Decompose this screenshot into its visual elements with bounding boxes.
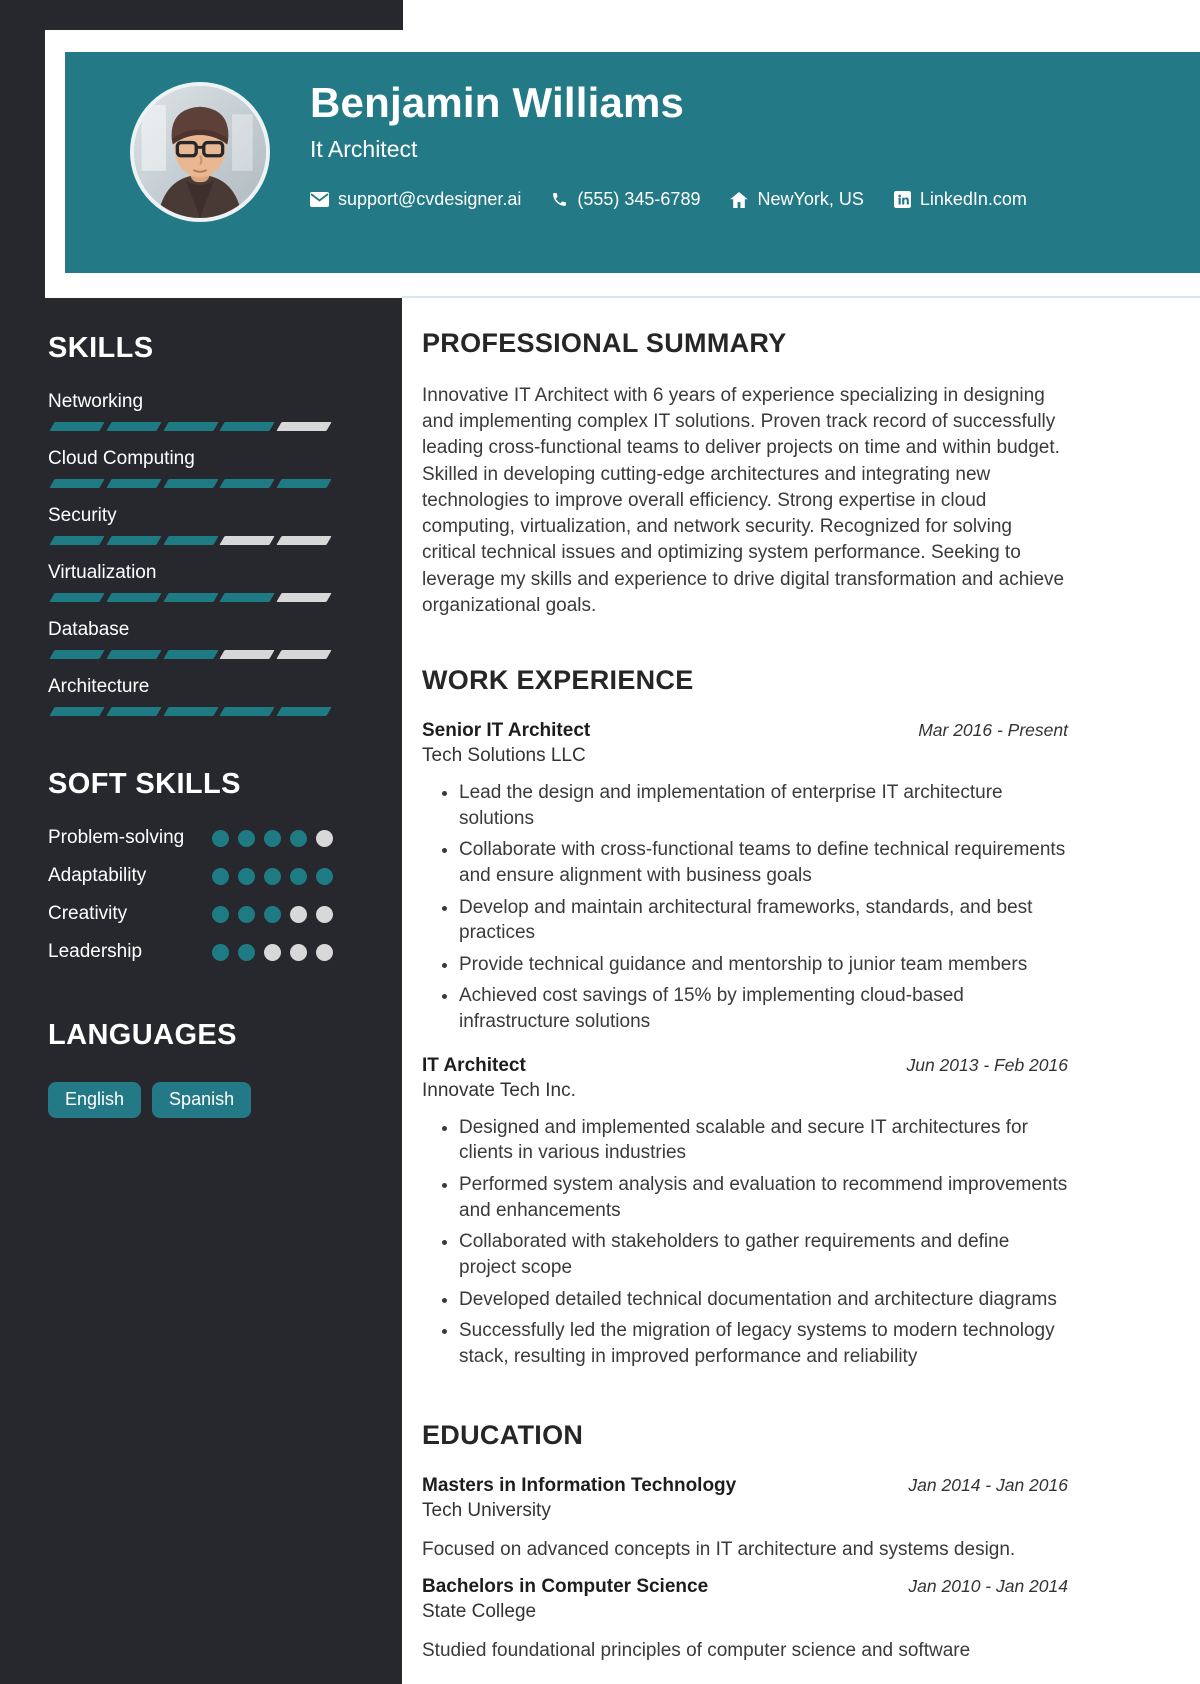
- soft-skill-dot: [238, 830, 255, 847]
- soft-skill-label: Problem-solving: [48, 827, 185, 848]
- person-name: Benjamin Williams: [310, 79, 685, 126]
- job-bullet: • Performed system analysis and evaluation to recommend improvements and enhancements: [459, 1172, 1068, 1223]
- soft-skill-dot: [264, 906, 281, 923]
- skill-label: Database: [48, 619, 130, 640]
- avatar: [130, 82, 270, 222]
- soft-skill-dot: [212, 906, 229, 923]
- education-degree: Bachelors in Computer Science: [422, 1576, 709, 1598]
- skill-bar-segment: [277, 650, 332, 659]
- soft-skill-dot: [264, 944, 281, 961]
- contact-location: [730, 189, 863, 210]
- skill-bar-segment: [49, 707, 104, 716]
- contact-phone: [551, 189, 700, 210]
- skill-item: [48, 505, 333, 545]
- job-bullet: • Achieved cost savings of 15% by implementing cloud-based infrastructure solutions: [459, 983, 1068, 1034]
- education-heading: EDUCATION: [422, 1419, 584, 1450]
- education-dates: Jan 2010 - Jan 2014: [908, 1576, 1068, 1597]
- contact-linkedin-text: LinkedIn.com: [919, 189, 1027, 210]
- sidebar: [0, 298, 402, 1684]
- skills-heading: SKILLS: [48, 332, 154, 364]
- jobs-list: [422, 720, 1068, 1370]
- skill-bar-segment: [49, 593, 104, 602]
- header-banner: [65, 52, 1200, 273]
- contact-email: [310, 189, 521, 210]
- soft-skill-dot: [316, 868, 333, 885]
- job-company: Tech Solutions LLC: [422, 744, 586, 766]
- soft-skill-dot: [290, 944, 307, 961]
- skill-bar-segment: [220, 422, 275, 431]
- job-bullet: • Lead the design and implementation of enterprise IT architecture solutions: [459, 780, 1068, 831]
- soft-skill-label: Creativity: [48, 903, 128, 924]
- education-degree: Masters in Information Technology: [422, 1474, 737, 1496]
- skill-bar-segment: [277, 479, 332, 488]
- home-icon: [730, 192, 748, 208]
- skill-bar-segment: [163, 422, 218, 431]
- soft-skills-heading: SOFT SKILLS: [48, 768, 241, 800]
- skill-bar-segment: [163, 593, 218, 602]
- skill-bar-segment: [49, 479, 104, 488]
- soft-skill-item: [48, 865, 333, 887]
- job-title: Senior IT Architect: [422, 719, 591, 741]
- skill-item: [48, 619, 333, 659]
- skill-item: [48, 676, 333, 716]
- education-list: [422, 1475, 1068, 1664]
- language-pill: English: [48, 1082, 141, 1118]
- job-title: IT Architect: [422, 1054, 526, 1076]
- skill-item: [48, 391, 333, 431]
- summary-text: Innovative IT Architect with 6 years of experience specializing in designing and implementing complex IT solutions. Proven track record of successfully leading cross-functional teams to deliver projects on time and within budget. Skilled in developing cutting-edge architectures and integrating new technologies to improve overall efficiency. Strong expertise in cloud computing, virtualization, and network security. Recognized for solving critical technical issues and optimizing system performance. Seeking to leverage my skills and experience to drive digital transformation and achieve organizational goals.: [422, 385, 1065, 616]
- soft-skill-dot: [212, 830, 229, 847]
- education-school: State College: [422, 1601, 537, 1623]
- job-bullet: • Develop and maintain architectural frameworks, standards, and best practices: [459, 895, 1068, 946]
- education-description: Studied foundational principles of computer science and software: [422, 1640, 971, 1662]
- skill-bar-segment: [163, 650, 218, 659]
- job-bullet: • Collaborated with stakeholders to gather requirements and define project scope: [459, 1229, 1068, 1280]
- skill-label: Architecture: [48, 676, 150, 697]
- education-entry: [422, 1576, 1068, 1664]
- soft-skill-item: [48, 903, 333, 925]
- soft-skill-dot: [316, 830, 333, 847]
- skill-bar-segment: [163, 479, 218, 488]
- soft-skill-dot: [316, 944, 333, 961]
- job-bullet: • Collaborate with cross-functional teams to define technical requirements and ensure alignment with business goals: [459, 837, 1068, 888]
- skill-label: Security: [48, 505, 117, 526]
- skill-bar-segment: [49, 650, 104, 659]
- soft-skill-item: [48, 827, 333, 849]
- contact-email-text: support@cvdesigner.ai: [338, 189, 522, 210]
- skill-bar-segment: [49, 536, 104, 545]
- soft-skill-dot: [264, 830, 281, 847]
- soft-skill-dot: [238, 944, 255, 961]
- job-bullet: • Developed detailed technical documentation and architecture diagrams: [459, 1287, 1068, 1313]
- skill-bar: [48, 593, 333, 602]
- skill-bar-segment: [220, 479, 275, 488]
- phone-icon: [551, 191, 568, 208]
- skill-bar-segment: [106, 650, 161, 659]
- skill-bar: [48, 650, 333, 659]
- skill-item: [48, 562, 333, 602]
- summary-heading: PROFESSIONAL SUMMARY: [422, 328, 787, 358]
- soft-skill-dots: [212, 868, 333, 885]
- skill-label: Cloud Computing: [48, 448, 195, 469]
- soft-skill-dot: [238, 906, 255, 923]
- education-description: Focused on advanced concepts in IT architecture and systems design.: [422, 1538, 1016, 1560]
- skill-bar-segment: [220, 707, 275, 716]
- skill-bar-segment: [106, 593, 161, 602]
- soft-skill-dots: [212, 944, 333, 961]
- soft-skill-dot: [238, 868, 255, 885]
- skill-item: [48, 448, 333, 488]
- job-header-row: [422, 1055, 1068, 1077]
- job-header-row: [422, 720, 1068, 742]
- skill-bar: [48, 422, 333, 431]
- skill-bar: [48, 536, 333, 545]
- soft-skill-dot: [212, 868, 229, 885]
- job-bullet-list: [422, 1115, 1068, 1370]
- job-entry: [422, 720, 1068, 1035]
- skill-bar-segment: [220, 536, 275, 545]
- skill-bar-segment: [106, 422, 161, 431]
- job-bullet-list: [422, 780, 1068, 1035]
- skill-bar-segment: [277, 536, 332, 545]
- soft-skill-dot: [212, 944, 229, 961]
- soft-skill-dot: [264, 868, 281, 885]
- language-pill: Spanish: [152, 1082, 251, 1118]
- avatar-photo-illustration: [134, 86, 266, 218]
- skill-label: Virtualization: [48, 562, 157, 583]
- soft-skills-list: [48, 827, 333, 963]
- education-entry: [422, 1475, 1068, 1563]
- soft-skill-dots: [212, 830, 333, 847]
- soft-skill-dot: [290, 906, 307, 923]
- skill-bar: [48, 479, 333, 488]
- soft-skill-dot: [290, 830, 307, 847]
- soft-skill-label: Leadership: [48, 941, 143, 962]
- main-column: [402, 298, 1200, 1684]
- job-company: Innovate Tech Inc.: [422, 1079, 576, 1101]
- skill-bar-segment: [220, 593, 275, 602]
- skill-bar-segment: [106, 536, 161, 545]
- job-bullet: • Provide technical guidance and mentorship to junior team members: [459, 952, 1068, 978]
- contact-phone-text: (555) 345-6789: [577, 189, 701, 210]
- skill-bar-segment: [220, 650, 275, 659]
- languages-list: [48, 1082, 333, 1118]
- skill-bar-segment: [106, 707, 161, 716]
- skill-label: Networking: [48, 391, 144, 412]
- skill-bar-segment: [277, 707, 332, 716]
- skills-list: [48, 391, 333, 716]
- education-dates: Jan 2014 - Jan 2016: [908, 1474, 1068, 1495]
- job-dates: Mar 2016 - Present: [918, 719, 1068, 740]
- skill-bar-segment: [277, 593, 332, 602]
- job-dates: Jun 2013 - Feb 2016: [906, 1054, 1068, 1075]
- education-header-row: [422, 1576, 1068, 1598]
- job-bullet: • Designed and implemented scalable and secure IT architectures for clients in various industries: [459, 1115, 1068, 1166]
- experience-heading: WORK EXPERIENCE: [422, 664, 694, 695]
- contact-linkedin: [894, 189, 1027, 210]
- skill-bar-segment: [163, 536, 218, 545]
- education-header-row: [422, 1475, 1068, 1497]
- skill-bar: [48, 707, 333, 716]
- email-icon: [310, 192, 329, 207]
- linkedin-icon: [894, 191, 911, 208]
- soft-skill-dot: [290, 868, 307, 885]
- languages-heading: LANGUAGES: [48, 1019, 237, 1051]
- soft-skill-dots: [212, 906, 333, 923]
- skill-bar-segment: [277, 422, 332, 431]
- person-job-title: It Architect: [310, 136, 418, 163]
- soft-skill-item: [48, 941, 333, 963]
- contact-row: [310, 189, 1160, 210]
- skill-bar-segment: [49, 422, 104, 431]
- contact-location-text: NewYork, US: [757, 189, 864, 210]
- skill-bar-segment: [106, 479, 161, 488]
- job-entry: [422, 1055, 1068, 1370]
- skill-bar-segment: [163, 707, 218, 716]
- soft-skill-label: Adaptability: [48, 865, 147, 886]
- soft-skill-dot: [316, 906, 333, 923]
- job-bullet: • Successfully led the migration of legacy systems to modern technology stack, resulting in improved performance and reliability: [459, 1318, 1068, 1369]
- education-school: Tech University: [422, 1499, 551, 1521]
